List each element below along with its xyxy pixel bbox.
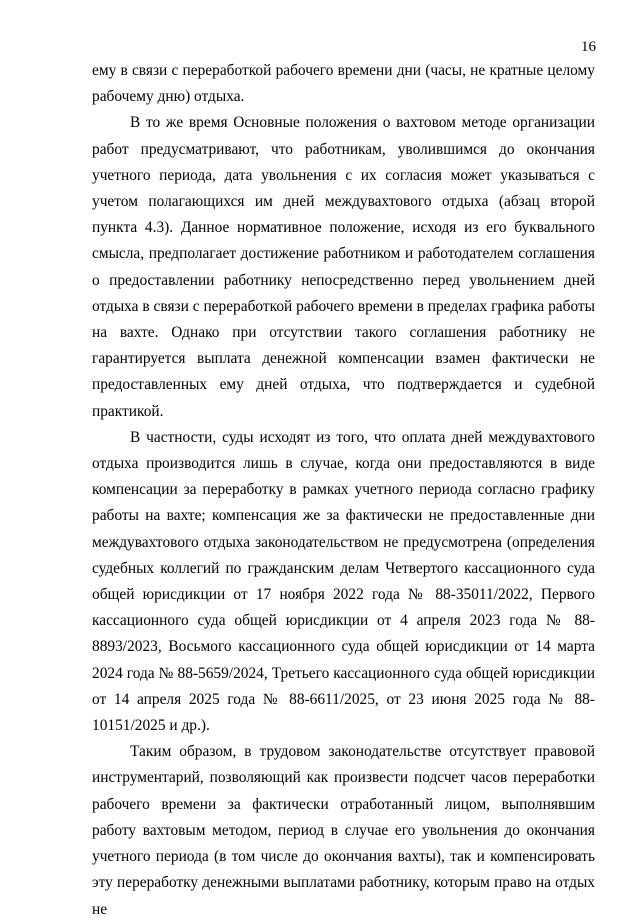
page-number: 16 <box>581 39 596 55</box>
paragraph: В частности, суды исходят из того, что оплата дней междувахтового отдыха производится лишь в случае, когда они предоставляются в виде компенсации за переработку в рамках учетного периода согласно графику работы на вахте; компенсация же за фактически не предоставленные дни междувахтового отдыха законодательством не предусмотрена (определения судебных коллегий по гражданским делам Четвертого кассационного суда общей юрисдикции от 17 ноября 2022 года № 88-35011/2022, Первого кассационного суда общей юрисдикции от 4 апреля 2023 года № 88-8893/2023, Восьмого кассационного суда общей юрисдикции от 14 марта 2024 года № 88-5659/2024, Третьего кассационного суда общей юрисдикции от 14 апреля 2025 года № 88-6611/2025, от 23 июня 2025 года № 88-10151/2025 и др.). <box>92 428 595 735</box>
paragraph: Таким образом, в трудовом законодательстве отсутствует правовой инструментарий, позволяющий как произвести подсчет часов переработки рабочего времени за фактически отработанный лицом, выполнявшим работу вахтовым методом, период в случае его увольнения до окончания учетного периода (в том числе до окончания вахты), так и компенсировать эту переработку денежными выплатами работнику, которым право на отдых не <box>92 743 595 918</box>
document-body <box>92 58 595 923</box>
paragraph-continuation: ему в связи с переработкой рабочего времени дни (часы, не кратные целому рабочему дню) отдыха. <box>92 62 595 106</box>
paragraph: В то же время Основные положения о вахтовом методе организации работ предусматривают, что работникам, уволившимся до окончания учетного периода, дата увольнения с их согласия может указываться с учетом полагающихся им дней междувахтового отдыха (абзац второй пункта 4.3). Данное нормативное положение, исходя из его буквального смысла, предполагает достижение работником и работодателем соглашения о предоставлении работнику непосредственно перед увольнением дней отдыха в связи с переработкой рабочего времени в пределах графика работы на вахте. Однако при отсутствии такого соглашения работнику не гарантируется выплата денежной компенсации взамен фактически не предоставленных ему дней отдыха, что подтверждается и судебной практикой. <box>92 114 595 420</box>
